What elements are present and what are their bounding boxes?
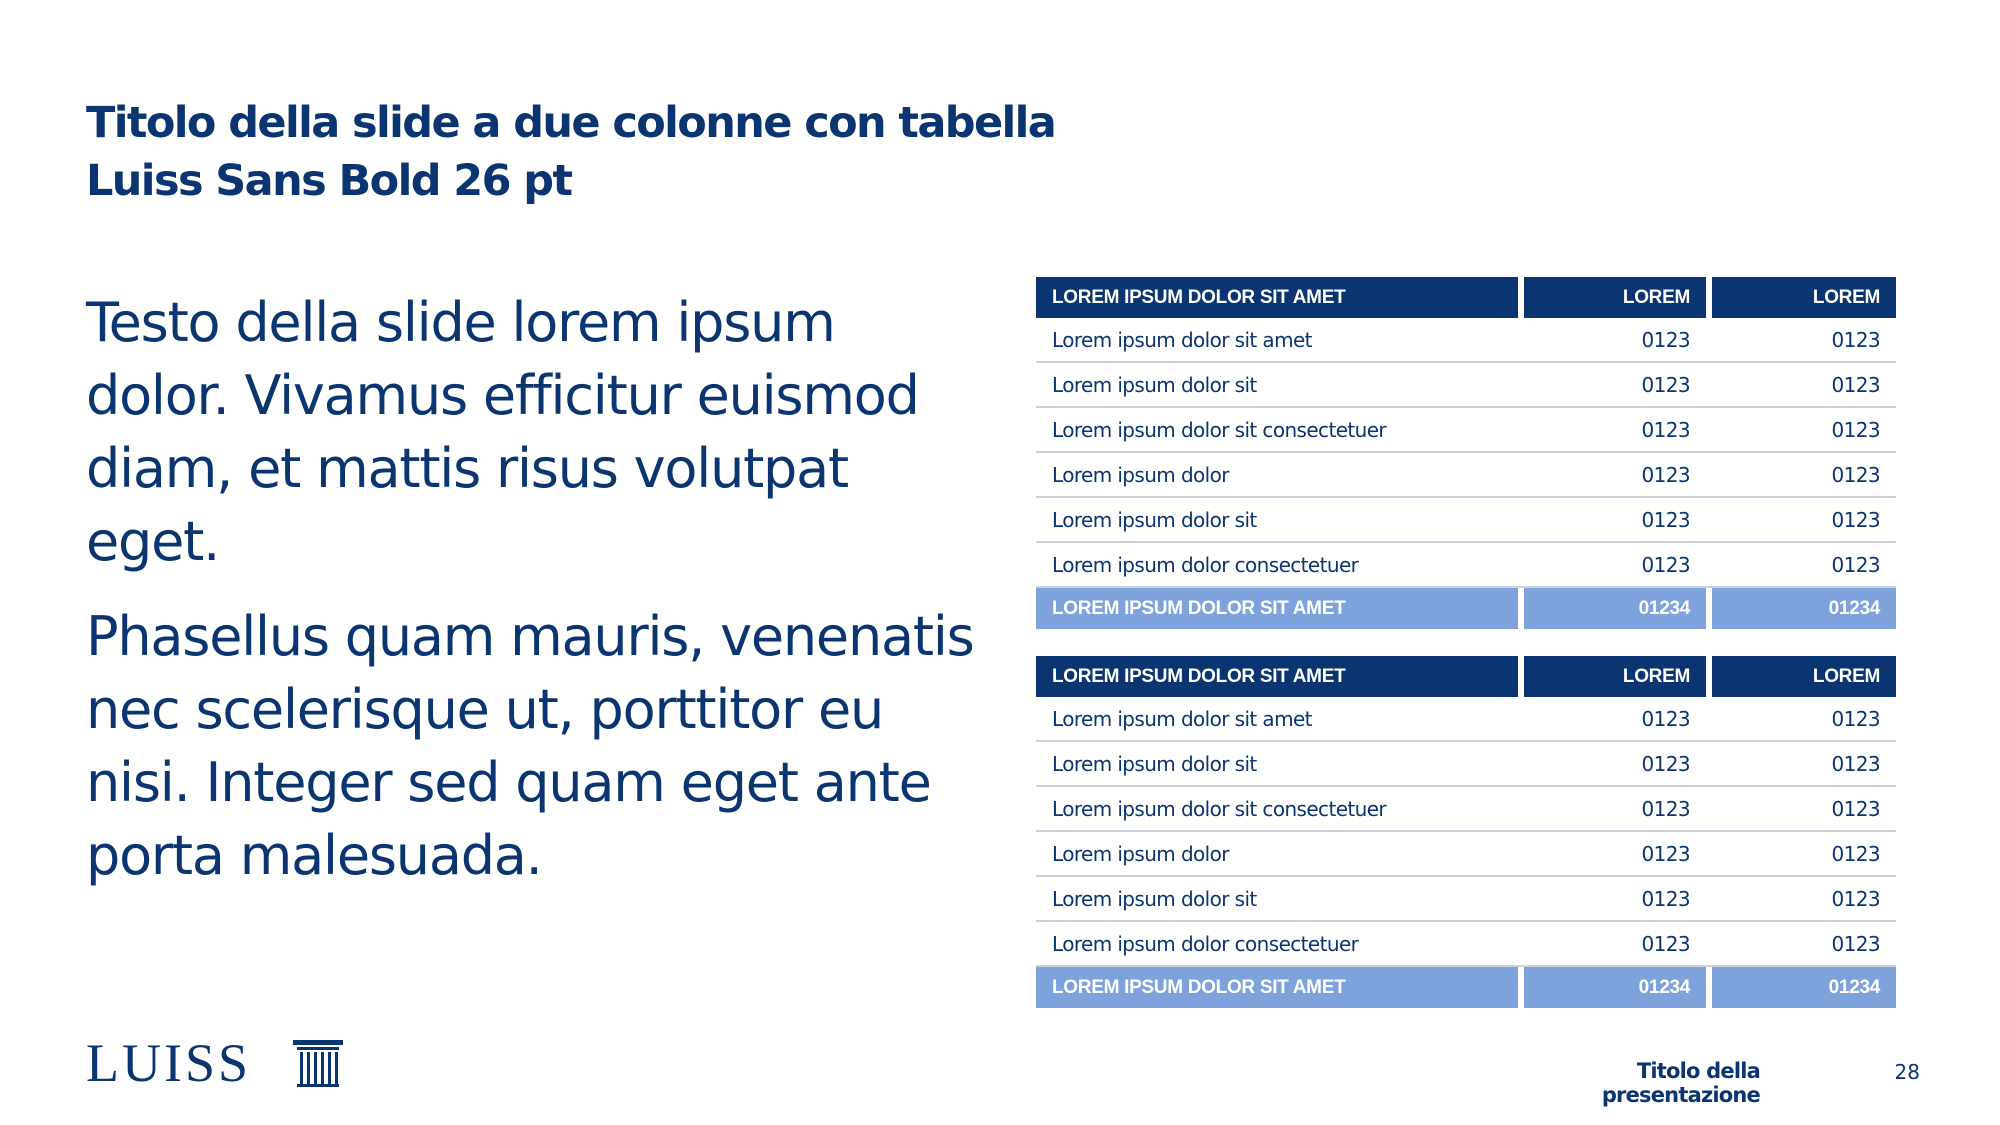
table-cell-value: 0123 xyxy=(1518,697,1706,742)
table-cell-label: Lorem ipsum dolor sit xyxy=(1036,498,1518,543)
table-row xyxy=(1036,832,1896,877)
table-cell-value: 0123 xyxy=(1706,832,1896,877)
table-row xyxy=(1036,498,1896,543)
table-row xyxy=(1036,697,1896,742)
data-table-1 xyxy=(1036,277,1896,629)
table-cell-value: 0123 xyxy=(1518,742,1706,787)
table-cell-value: 0123 xyxy=(1518,832,1706,877)
page-number: 28 xyxy=(1894,1060,1920,1084)
table-row xyxy=(1036,363,1896,408)
table-row xyxy=(1036,877,1896,922)
table-row xyxy=(1036,543,1896,588)
table-total-value: 01234 xyxy=(1706,588,1896,629)
table-cell-value: 0123 xyxy=(1518,453,1706,498)
body-paragraph-1: Testo della slide lorem ipsum dolor. Vivamus efficitur euismod diam, et mattis risus volutpat eget. xyxy=(86,291,919,573)
table-cell-value: 0123 xyxy=(1706,543,1896,588)
table-cell-label: Lorem ipsum dolor sit amet xyxy=(1036,318,1518,363)
table-cell-value: 0123 xyxy=(1706,318,1896,363)
table-header-cell: LOREM xyxy=(1518,277,1706,318)
body-paragraph-2: Phasellus quam mauris, venenatis nec scelerisque ut, porttitor eu nisi. Integer sed quam eget ante porta malesuada. xyxy=(86,605,974,887)
table-header-cell: LOREM IPSUM DOLOR SIT AMET xyxy=(1036,277,1518,318)
table-total-row xyxy=(1036,967,1896,1008)
table-cell-label: Lorem ipsum dolor sit xyxy=(1036,742,1518,787)
slide-title-line-2: Luiss Sans Bold 26 pt xyxy=(86,156,572,206)
table-total-label: LOREM IPSUM DOLOR SIT AMET xyxy=(1036,967,1518,1008)
table-cell-value: 0123 xyxy=(1706,922,1896,967)
table-cell-value: 0123 xyxy=(1706,697,1896,742)
luiss-logo: LUISS xyxy=(86,1033,252,1093)
slide-body-text xyxy=(86,286,986,914)
table-total-value: 01234 xyxy=(1518,967,1706,1008)
table-cell-value: 0123 xyxy=(1706,877,1896,922)
table-cell-value: 0123 xyxy=(1706,363,1896,408)
table-cell-value: 0123 xyxy=(1706,453,1896,498)
table-cell-value: 0123 xyxy=(1518,543,1706,588)
table-total-value: 01234 xyxy=(1706,967,1896,1008)
table-cell-label: Lorem ipsum dolor xyxy=(1036,832,1518,877)
table-header-cell: LOREM IPSUM DOLOR SIT AMET xyxy=(1036,656,1518,697)
column-icon xyxy=(292,1038,344,1088)
table-header-cell: LOREM xyxy=(1706,656,1896,697)
table-cell-value: 0123 xyxy=(1518,787,1706,832)
table-row xyxy=(1036,318,1896,363)
presentation-title: Titolo della presentazione xyxy=(1601,1059,1760,1107)
table-row xyxy=(1036,453,1896,498)
table-row xyxy=(1036,922,1896,967)
table-cell-label: Lorem ipsum dolor xyxy=(1036,453,1518,498)
table-cell-value: 0123 xyxy=(1706,787,1896,832)
table-header-cell: LOREM xyxy=(1706,277,1896,318)
table-cell-value: 0123 xyxy=(1518,363,1706,408)
table-cell-value: 0123 xyxy=(1518,922,1706,967)
table-row xyxy=(1036,408,1896,453)
slide-title-line-1: Titolo della slide a due colonne con tabella xyxy=(86,98,1056,148)
table-cell-value: 0123 xyxy=(1518,498,1706,543)
table-cell-value: 0123 xyxy=(1706,408,1896,453)
table-cell-label: Lorem ipsum dolor sit consectetuer xyxy=(1036,787,1518,832)
table-total-value: 01234 xyxy=(1518,588,1706,629)
table-cell-value: 0123 xyxy=(1518,318,1706,363)
table-cell-label: Lorem ipsum dolor sit consectetuer xyxy=(1036,408,1518,453)
table-cell-value: 0123 xyxy=(1518,877,1706,922)
table-header-cell: LOREM xyxy=(1518,656,1706,697)
table-cell-value: 0123 xyxy=(1518,408,1706,453)
table-row xyxy=(1036,742,1896,787)
data-table-2 xyxy=(1036,656,1896,1008)
table-row xyxy=(1036,787,1896,832)
table-cell-label: Lorem ipsum dolor consectetuer xyxy=(1036,922,1518,967)
table-header-row xyxy=(1036,656,1896,697)
table-header-row xyxy=(1036,277,1896,318)
table-cell-label: Lorem ipsum dolor sit amet xyxy=(1036,697,1518,742)
slide-title xyxy=(86,94,1086,210)
table-cell-label: Lorem ipsum dolor sit xyxy=(1036,877,1518,922)
table-cell-value: 0123 xyxy=(1706,498,1896,543)
table-total-label: LOREM IPSUM DOLOR SIT AMET xyxy=(1036,588,1518,629)
table-cell-label: Lorem ipsum dolor consectetuer xyxy=(1036,543,1518,588)
table-total-row xyxy=(1036,588,1896,629)
table-cell-label: Lorem ipsum dolor sit xyxy=(1036,363,1518,408)
table-cell-value: 0123 xyxy=(1706,742,1896,787)
